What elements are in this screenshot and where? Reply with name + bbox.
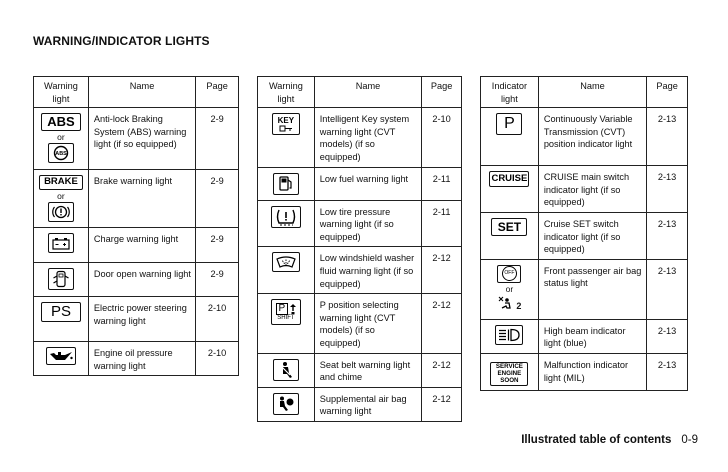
icon-cell <box>481 259 539 319</box>
table-row <box>481 353 688 390</box>
icon-cell <box>34 263 89 297</box>
page-ref[interactable]: 2-11 <box>422 200 462 247</box>
page-title: WARNING/INDICATOR LIGHTS <box>33 34 210 48</box>
fuel-pump-icon <box>273 173 299 195</box>
icon-cell <box>258 353 315 387</box>
column-header-page: Page <box>647 77 688 108</box>
page-ref[interactable]: 2-9 <box>196 228 239 263</box>
table-row <box>481 259 688 319</box>
icon-cell <box>258 108 315 167</box>
oil-can-icon <box>46 347 76 365</box>
table-row <box>258 387 462 421</box>
light-name: Door open warning light <box>88 263 195 297</box>
column-header-warning-light: Warning light <box>258 77 315 108</box>
icon-cell <box>481 108 539 166</box>
page-ref[interactable]: 2-10 <box>422 108 462 167</box>
abs-icon: ABS <box>41 113 81 131</box>
light-name: Brake warning light <box>88 169 195 228</box>
off-label: OFF <box>502 266 517 281</box>
light-name: Anti-lock Braking System (ABS) warning light (if so equipped) <box>88 108 195 170</box>
airbag-icon <box>273 393 299 415</box>
footer-page-number: 0-9 <box>681 434 698 446</box>
table-row <box>34 169 239 228</box>
passenger-airbag-icon <box>497 295 521 311</box>
page-ref[interactable]: 2-11 <box>422 167 462 200</box>
icon-cell <box>258 200 315 247</box>
intelligent-key-icon <box>272 113 300 135</box>
light-name: Low windshield washer fluid warning light (if so equipped) <box>314 247 421 294</box>
page-ref[interactable]: 2-13 <box>647 353 688 390</box>
page-ref[interactable]: 2-13 <box>647 166 688 213</box>
column-header-name: Name <box>538 77 646 108</box>
mil-line-3: SOON <box>500 376 519 384</box>
light-name: Engine oil pressure warning light <box>88 341 195 375</box>
column-header-page: Page <box>422 77 462 108</box>
page-ref[interactable]: 2-12 <box>422 387 462 421</box>
indicator-lights-table <box>480 76 688 391</box>
table-row <box>258 294 462 353</box>
cvt-position-icon: P <box>496 113 522 135</box>
cruise-icon: CRUISE <box>489 171 529 187</box>
table-row <box>34 296 239 341</box>
page-footer <box>521 434 698 446</box>
icon-cell <box>34 169 89 228</box>
washer-fluid-icon <box>272 252 300 272</box>
cruise-set-icon: SET <box>491 218 527 236</box>
table-row <box>258 200 462 247</box>
brake-alt-icon <box>48 202 74 222</box>
table-row <box>481 166 688 213</box>
light-name: Cruise SET switch indicator light (if so equipped) <box>538 212 646 259</box>
table-row <box>481 319 688 353</box>
key-label: KEY <box>277 115 295 125</box>
or-label: or <box>57 132 65 143</box>
column-header-page: Page <box>196 77 239 108</box>
icon-cell <box>481 319 539 353</box>
page-ref[interactable]: 2-13 <box>647 259 688 319</box>
table-row <box>258 167 462 200</box>
footer-title: Illustrated table of contents <box>521 434 672 446</box>
seat-number: 2 <box>516 300 522 311</box>
light-name: Front passenger air bag status light <box>538 259 646 319</box>
light-name: Malfunction indicator light (MIL) <box>538 353 646 390</box>
table-row <box>481 108 688 166</box>
high-beam-icon <box>495 325 523 345</box>
light-name: High beam indicator light (blue) <box>538 319 646 353</box>
airbag-off-icon <box>497 265 521 283</box>
table-row <box>34 108 239 170</box>
table-header-row <box>481 77 688 108</box>
table-row <box>34 228 239 263</box>
table-row <box>258 353 462 387</box>
service-engine-soon-icon <box>490 362 528 386</box>
column-header-name: Name <box>88 77 195 108</box>
light-name: Low fuel warning light <box>314 167 421 200</box>
page-ref[interactable]: 2-13 <box>647 212 688 259</box>
power-steering-icon: PS <box>41 302 81 322</box>
light-name: Continuously Variable Transmission (CVT) position indicator light <box>538 108 646 166</box>
page-ref[interactable]: 2-12 <box>422 247 462 294</box>
shift-label: SHIFT <box>277 314 295 321</box>
icon-cell <box>481 212 539 259</box>
mil-line-2: ENGINE <box>497 369 522 377</box>
table-header-row <box>34 77 239 108</box>
page-ref[interactable]: 2-13 <box>647 108 688 166</box>
light-name: Intelligent Key system warning light (CVT models) (if so equipped) <box>314 108 421 167</box>
light-name: Supplemental air bag warning light <box>314 387 421 421</box>
light-name: Low tire pressure warning light (if so equipped) <box>314 200 421 247</box>
icon-cell <box>34 296 89 341</box>
abs-alt-icon <box>48 143 74 163</box>
table-row <box>481 212 688 259</box>
or-label: or <box>505 283 514 294</box>
door-open-icon <box>48 268 74 290</box>
battery-icon <box>48 233 74 253</box>
column-header-name: Name <box>314 77 421 108</box>
page-ref[interactable]: 2-12 <box>422 353 462 387</box>
icon-cell <box>258 294 315 353</box>
table-row <box>258 247 462 294</box>
table-header-row <box>258 77 462 108</box>
or-label: or <box>57 190 65 201</box>
table-row <box>34 341 239 375</box>
page-ref[interactable]: 2-12 <box>422 294 462 353</box>
tire-pressure-icon <box>271 206 301 228</box>
light-name: P position selecting warning light (CVT models) (if so equipped) <box>314 294 421 353</box>
light-name: Seat belt warning light and chime <box>314 353 421 387</box>
seat-belt-icon <box>273 359 299 381</box>
warning-lights-table-1 <box>33 76 239 376</box>
light-name: Electric power steering warning light <box>88 296 195 341</box>
icon-cell <box>34 228 89 263</box>
page-ref[interactable]: 2-13 <box>647 319 688 353</box>
page-ref[interactable]: 2-9 <box>196 263 239 297</box>
column-header-warning-light: Warning light <box>34 77 89 108</box>
icon-cell <box>258 167 315 200</box>
mil-line-1: SERVICE <box>495 362 523 370</box>
page-ref[interactable]: 2-10 <box>196 296 239 341</box>
icon-cell <box>258 387 315 421</box>
warning-lights-table-2 <box>257 76 462 422</box>
page-ref[interactable]: 2-10 <box>196 341 239 375</box>
icon-cell <box>34 108 89 170</box>
icon-cell <box>34 341 89 375</box>
p-label: P <box>276 303 289 315</box>
brake-icon: BRAKE <box>39 175 83 190</box>
icon-cell <box>481 353 539 390</box>
table-row <box>34 263 239 297</box>
page-ref[interactable]: 2-9 <box>196 108 239 170</box>
page-ref[interactable]: 2-9 <box>196 169 239 228</box>
light-name: Charge warning light <box>88 228 195 263</box>
icon-cell <box>258 247 315 294</box>
light-name: CRUISE main switch indicator light (if so equipped) <box>538 166 646 213</box>
p-position-icon <box>271 299 301 325</box>
column-header-indicator-light: Indicator light <box>481 77 539 108</box>
icon-cell <box>481 166 539 213</box>
svg-text:ABS: ABS <box>55 151 67 158</box>
table-row <box>258 108 462 167</box>
